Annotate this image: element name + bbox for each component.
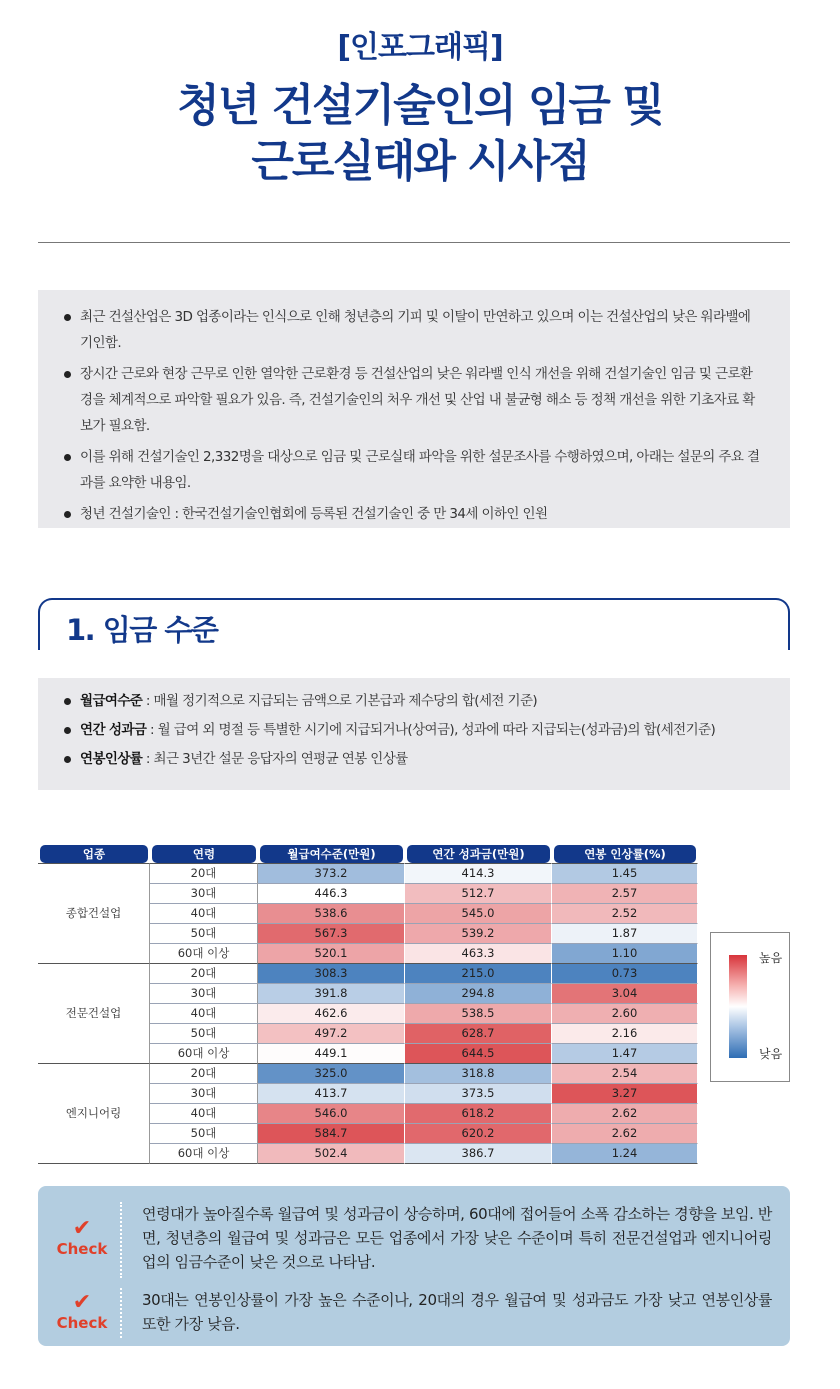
bonus-cell: 294.8 (405, 984, 552, 1004)
raise-cell: 1.24 (552, 1144, 698, 1164)
definition-desc: : 최근 3년간 설문 응답자의 연평균 연봉 인상률 (142, 751, 408, 767)
legend-low-label: 낮음 (759, 1047, 783, 1061)
age-cell: 20대 (150, 863, 258, 884)
header-tag: [인포그래픽] (337, 30, 503, 65)
salary-cell: 373.2 (258, 863, 405, 884)
age-cell: 40대 (150, 1104, 258, 1124)
raise-cell: 2.60 (552, 1004, 698, 1024)
table-row (38, 964, 698, 984)
intro-item: 최근 건설산업은 3D 업종이라는 인식으로 인해 청년층의 기피 및 이탈이 만연하고 있으며 이는 건설산업의 낮은 워라밸에 기인함. (64, 304, 764, 356)
age-cell: 30대 (150, 884, 258, 904)
intro-item: 이를 위해 건설기술인 2,332명을 대상으로 임금 및 근로실태 파악을 위한 설문조사를 수행하였으며, 아래는 설문의 주요 결과를 요약한 내용임. (64, 444, 764, 496)
check-item (38, 1286, 790, 1338)
raise-cell: 2.54 (552, 1064, 698, 1084)
salary-cell: 391.8 (258, 984, 405, 1004)
header-divider (38, 242, 790, 243)
header-industry: 업종 (38, 845, 150, 863)
check-divider (120, 1288, 122, 1338)
header-bonus: 연간 성과금(만원) (405, 845, 552, 863)
age-cell: 60대 이상 (150, 1044, 258, 1064)
bonus-cell: 539.2 (405, 924, 552, 944)
industry-cell: 엔지니어링 (38, 1064, 150, 1164)
section-title: 1. 임금 수준 (66, 613, 218, 647)
salary-cell: 502.4 (258, 1144, 405, 1164)
definition-desc: : 매월 정기적으로 지급되는 금액으로 기본급과 제수당의 합(세전 기준) (142, 693, 538, 709)
raise-cell: 3.04 (552, 984, 698, 1004)
raise-cell: 2.57 (552, 884, 698, 904)
salary-cell: 538.6 (258, 904, 405, 924)
legend-high-label: 높음 (759, 951, 783, 965)
age-cell: 30대 (150, 1084, 258, 1104)
header-salary: 월급여수준(만원) (258, 845, 405, 863)
intro-box (38, 290, 790, 528)
salary-cell: 413.7 (258, 1084, 405, 1104)
definitions-list (64, 688, 764, 772)
heat-legend (710, 932, 790, 1082)
bonus-cell: 628.7 (405, 1024, 552, 1044)
check-text: 연령대가 높아질수록 월급여 및 성과금이 상승하며, 60대에 접어들어 소폭 감소하는 경향을 보임. 반면, 청년층의 월급여 및 성과금은 모든 업종에서 가장 낮은 수준이며 특히 전문건설업과 엔지니어링업의 임금수준이 낮은 것으로 나타남. (142, 1205, 772, 1271)
page-title-line-2: 근로실태와 시사점 (251, 136, 589, 187)
intro-item: 장시간 근로와 현장 근무로 인한 열악한 근로환경 등 건설산업의 낮은 워라밸 인식 개선을 위해 건설기술인 임금 및 근로환경을 체계적으로 파악할 필요가 있음. 즉, 건설기술인의 처우 개선 및 산업 내 불균형 해소 등 정책 개선을 위한 기초자료 확보가 필요함. (64, 361, 764, 439)
header (0, 28, 840, 190)
salary-cell: 546.0 (258, 1104, 405, 1124)
salary-cell: 584.7 (258, 1124, 405, 1144)
bonus-cell: 414.3 (405, 863, 552, 884)
bonus-cell: 512.7 (405, 884, 552, 904)
check-box (38, 1186, 790, 1346)
age-cell: 50대 (150, 924, 258, 944)
salary-cell: 449.1 (258, 1044, 405, 1064)
bonus-cell: 215.0 (405, 964, 552, 984)
bonus-cell: 373.5 (405, 1084, 552, 1104)
check-badge: ✔ Check (50, 1292, 114, 1332)
definition-desc: : 월 급여 외 명절 등 특별한 시기에 지급되거나(상여금), 성과에 따라 지급되는(성과금)의 합(세전기준) (146, 722, 716, 738)
definition-term: 연간 성과금 (80, 722, 147, 738)
bonus-cell: 620.2 (405, 1124, 552, 1144)
table-header-row (38, 845, 698, 863)
salary-cell: 308.3 (258, 964, 405, 984)
bonus-cell: 644.5 (405, 1044, 552, 1064)
check-text: 30대는 연봉인상률이 가장 높은 수준이나, 20대의 경우 월급여 및 성과금도 가장 낮고 연봉인상률 또한 가장 낮음. (142, 1291, 772, 1333)
bonus-cell: 386.7 (405, 1144, 552, 1164)
salary-cell: 325.0 (258, 1064, 405, 1084)
age-cell: 40대 (150, 1004, 258, 1024)
raise-cell: 3.27 (552, 1084, 698, 1104)
definition-item (64, 746, 764, 772)
definition-term: 월급여수준 (80, 693, 143, 709)
wage-table (38, 845, 698, 1164)
definition-item (64, 688, 764, 714)
raise-cell: 1.47 (552, 1044, 698, 1064)
age-cell: 60대 이상 (150, 944, 258, 964)
salary-cell: 567.3 (258, 924, 405, 944)
salary-cell: 462.6 (258, 1004, 405, 1024)
age-cell: 30대 (150, 984, 258, 1004)
definition-item (64, 717, 764, 743)
salary-cell: 520.1 (258, 944, 405, 964)
age-cell: 40대 (150, 904, 258, 924)
raise-cell: 2.62 (552, 1124, 698, 1144)
raise-cell: 2.62 (552, 1104, 698, 1124)
bonus-cell: 538.5 (405, 1004, 552, 1024)
table-body (38, 863, 698, 1164)
page-title (0, 78, 840, 190)
check-divider (120, 1202, 122, 1278)
raise-cell: 1.10 (552, 944, 698, 964)
age-cell: 60대 이상 (150, 1144, 258, 1164)
wage-table-wrap (38, 845, 698, 1164)
raise-cell: 1.45 (552, 863, 698, 884)
age-cell: 50대 (150, 1124, 258, 1144)
definition-term: 연봉인상률 (80, 751, 143, 767)
check-item (38, 1200, 790, 1282)
salary-cell: 497.2 (258, 1024, 405, 1044)
table-row (38, 863, 698, 884)
raise-cell: 1.87 (552, 924, 698, 944)
table-row (38, 1064, 698, 1084)
intro-item: 청년 건설기술인 : 한국건설기술인협회에 등록된 건설기술인 중 만 34세 이하인 인원 (64, 501, 764, 527)
checkmark-icon: ✔ (72, 1290, 92, 1315)
intro-list (64, 304, 764, 527)
definitions-box (38, 678, 790, 790)
age-cell: 50대 (150, 1024, 258, 1044)
industry-cell: 종합건설업 (38, 863, 150, 964)
header-raise: 연봉 인상률(%) (552, 845, 698, 863)
raise-cell: 2.52 (552, 904, 698, 924)
salary-cell: 446.3 (258, 884, 405, 904)
bonus-cell: 463.3 (405, 944, 552, 964)
page-title-line-1: 청년 건설기술인의 임금 및 (177, 80, 663, 131)
legend-gradient (729, 955, 747, 1058)
raise-cell: 0.73 (552, 964, 698, 984)
bonus-cell: 545.0 (405, 904, 552, 924)
age-cell: 20대 (150, 964, 258, 984)
raise-cell: 2.16 (552, 1024, 698, 1044)
age-cell: 20대 (150, 1064, 258, 1084)
bonus-cell: 618.2 (405, 1104, 552, 1124)
industry-cell: 전문건설업 (38, 964, 150, 1064)
check-badge: ✔ Check (50, 1218, 114, 1258)
bonus-cell: 318.8 (405, 1064, 552, 1084)
header-age: 연령 (150, 845, 258, 863)
checkmark-icon: ✔ (72, 1216, 92, 1241)
